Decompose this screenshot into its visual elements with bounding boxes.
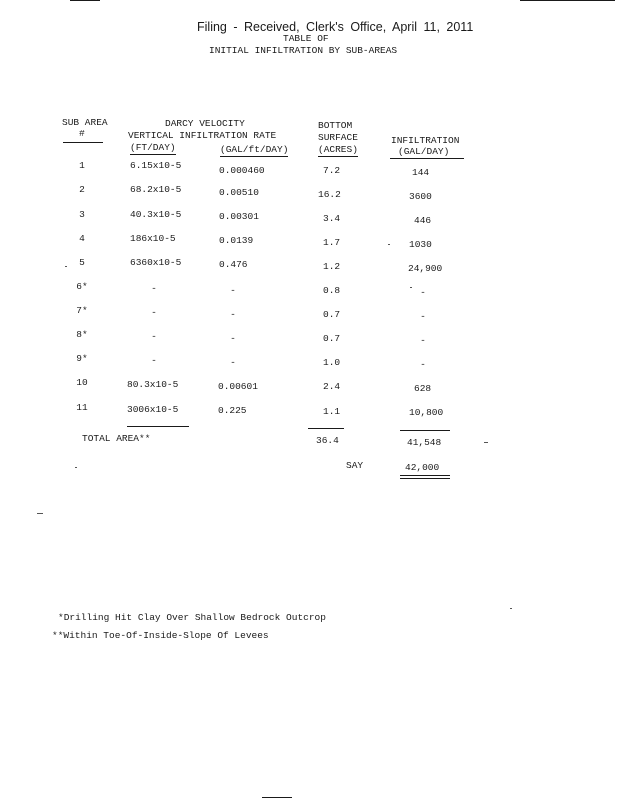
scan-mark-top-right: [520, 0, 615, 1]
cell-acres: 0.7: [323, 309, 341, 320]
cell-acres: 2.4: [323, 381, 341, 392]
cell-infil: 24,900: [408, 263, 443, 274]
cell-area: 5: [79, 257, 85, 268]
footnote-1: *Drilling Hit Clay Over Shallow Bedrock Outcrop: [58, 612, 326, 623]
cell-infil: 1030: [409, 239, 432, 250]
header-vertical: VERTICAL INFILTRATION RATE: [128, 130, 277, 141]
cell-acres: 0.8: [323, 285, 341, 296]
cell-infil: 144: [412, 167, 430, 178]
cell-ft: 80.3x10-5: [127, 379, 179, 390]
cell-gal: 0.0139: [219, 235, 254, 246]
total-rule-ft: [127, 426, 189, 427]
cell-area: 7*: [76, 305, 88, 316]
cell-ft: -: [151, 331, 157, 342]
cell-acres: 3.4: [323, 213, 341, 224]
total-rule-acres: [308, 428, 344, 429]
header-gal-day: (GAL/ft/DAY): [220, 144, 289, 155]
scan-speck: [75, 467, 77, 468]
cell-ft: 6.15x10-5: [130, 160, 182, 171]
cell-infil: -: [420, 287, 426, 298]
header-ft-day: (FT/DAY): [130, 142, 176, 153]
cell-gal: -: [230, 333, 236, 344]
cell-area: 6*: [76, 281, 88, 292]
table-title-line1: TABLE OF: [283, 33, 329, 44]
cell-gal: -: [230, 285, 236, 296]
say-label: SAY: [346, 460, 364, 471]
cell-infil: -: [420, 311, 426, 322]
scan-speck: [65, 266, 67, 267]
cell-ft: 40.3x10-5: [130, 209, 182, 220]
cell-ft: 186x10-5: [130, 233, 176, 244]
cell-gal: 0.00301: [219, 211, 259, 222]
cell-area: 11: [76, 402, 88, 413]
scan-speck: [510, 608, 512, 609]
scan-speck: [410, 287, 412, 288]
cell-gal: -: [230, 357, 236, 368]
header-bottom: BOTTOM: [318, 120, 353, 131]
cell-gal: 0.00510: [219, 187, 259, 198]
cell-area: 3: [79, 209, 85, 220]
cell-infil: 10,800: [409, 407, 444, 418]
header-surface: SURFACE: [318, 132, 358, 143]
cell-infil: 628: [414, 383, 432, 394]
cell-infil: -: [420, 335, 426, 346]
cell-area: 9*: [76, 353, 88, 364]
cell-acres: 7.2: [323, 165, 341, 176]
header-gal-per-day: (GAL/DAY): [398, 146, 450, 157]
cell-acres: 0.7: [323, 333, 341, 344]
cell-ft: 6360x10-5: [130, 257, 182, 268]
total-rule-infil: [400, 430, 450, 431]
say-rule-2: [400, 478, 450, 479]
header-sub-area-hash: #: [79, 128, 85, 139]
cell-area: 2: [79, 184, 85, 195]
cell-gal: 0.00601: [218, 381, 258, 392]
cell-ft: 3006x10-5: [127, 404, 179, 415]
say-value: 42,000: [405, 462, 440, 473]
header-sub-area: SUB AREA: [62, 117, 108, 128]
table-title-line2: INITIAL INFILTRATION BY SUB-AREAS: [209, 45, 398, 56]
header-infiltration-rule: [390, 158, 464, 159]
footnote-2: **Within Toe-Of-Inside-Slope Of Levees: [52, 630, 269, 641]
scan-mark-bottom: [262, 797, 292, 798]
cell-gal: -: [230, 309, 236, 320]
scan-speck: [388, 244, 390, 245]
scan-mark-top-left: [70, 0, 100, 1]
header-darcy: DARCY VELOCITY: [165, 118, 245, 129]
cell-ft: -: [151, 283, 157, 294]
filing-stamp: Filing - Received, Clerk's Office, April 11, 2011: [197, 20, 474, 34]
say-rule-1: [400, 475, 450, 476]
cell-infil: 3600: [409, 191, 432, 202]
total-acres: 36.4: [316, 435, 339, 446]
cell-ft: -: [151, 307, 157, 318]
cell-acres: 1.2: [323, 261, 341, 272]
total-infil: 41,548: [407, 437, 442, 448]
total-label: TOTAL AREA**: [82, 433, 151, 444]
cell-gal: 0.225: [218, 405, 247, 416]
cell-area: 8*: [76, 329, 88, 340]
scan-speck: [37, 513, 43, 514]
cell-area: 10: [76, 377, 88, 388]
cell-gal: 0.476: [219, 259, 248, 270]
header-sub-area-rule: [63, 142, 103, 143]
cell-ft: -: [151, 355, 157, 366]
cell-area: 4: [79, 233, 85, 244]
cell-ft: 68.2x10-5: [130, 184, 182, 195]
cell-area: 1: [79, 160, 85, 171]
cell-acres: 1.1: [323, 406, 341, 417]
header-infiltration: INFILTRATION: [391, 135, 460, 146]
cell-gal: 0.000460: [219, 165, 265, 176]
cell-infil: -: [420, 359, 426, 370]
cell-acres: 1.0: [323, 357, 341, 368]
cell-infil: 446: [414, 215, 432, 226]
header-acres: (ACRES): [318, 144, 358, 155]
cell-acres: 16.2: [318, 189, 341, 200]
scan-speck: [484, 442, 488, 443]
cell-acres: 1.7: [323, 237, 341, 248]
